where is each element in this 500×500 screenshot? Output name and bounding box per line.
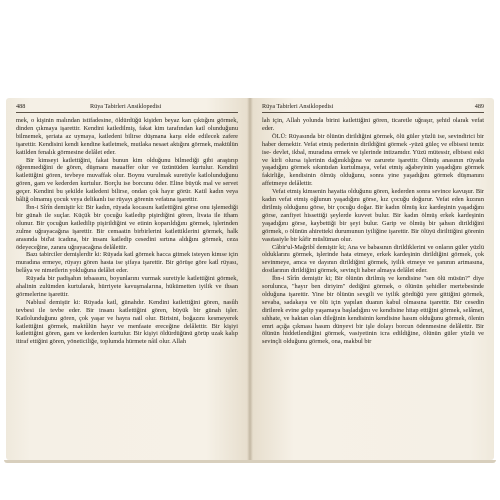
paragraph: Vefat etmiş kimsenin hayatta olduğunu gören, kederden sonra sevince kavuşur. Bir kadın vefat etmiş oğlunun yaşadığını görse, kız çocuğu doğurur. Vefat eden kızının dirilmiş olduğunu görse, bir çocuğu doğar. Bir kadın ölmüş kız kardeşinin yaşadığını görse, zanfiyet hissettiği şeylerde kuvvet bulur. Bir kadın ölmüş erkek kardeşinin yaşadığını görse, kaybettiği bir şeyi bulur. Garip ve ölmüş bir şahsın dirildiğini görmek, o ölünün ahiretteki durumunun iyiliğine işarettir. Bir ölüyü dirilttiğini görenin vasıtasiyle bir kâfir müslüman olur.: [262, 188, 484, 243]
paragraph: Câbir'ul-Mağribî demiştir ki; Ana ve babasının dirildiklerini ve onların güler yüzlü olduklarını görmek, işlerinde hata etmeye, erkek kardeşinin dirildiğini görmek, çok sevinmeye, amca ve dayının dirildiğini görmek, iyilik etmeye ve şanının artmasına, dostlarının dirildiğini görmek, sevinçli haber almaya delâlet eder.: [262, 243, 484, 275]
paragraph: İbn-i Sîrîn demiştir ki: Bir kadın, rüyada kocasını katlettiğini görse onu işlemediği bir günah ile suçlar. Küçük bir çocuğu katledip pişirdiğini gören, livata ile itham olunur. Bir çocuğun katledilip pişirildiğini ve etinin koparıldığını görmek, işlerinden zulme uğrayacağına işarettir. Bir cemaatin birbirlerini katlettiklerini görmek, halk arasında bid'at icadına, bir insanı katledip cesedini sırtına aldığını görmek, ceza ödeyeceğine, zarara uğrayacağına delâlettir.: [16, 203, 238, 251]
left-page-number: 488: [16, 103, 26, 110]
left-running-head: [16, 103, 238, 113]
right-running-head: [262, 103, 484, 113]
left-running-title: Rüya Tabirleri Ansiklopedisi: [89, 103, 162, 110]
left-page-body: [16, 117, 238, 346]
paragraph: mek, o kişinin malından istifadesine, öldürdüğü kişiden beyaz kan çıktığını görmek, dinden çıkmaya işarettir. Kendini katledilmiş, fakat kim tarafından katl olunduğunu bilmemek, şeriata az uymaya, katledeni bilirse düşmana karşı elde edilecek zafere işarettir. Kendisini kendi kendine katletmek, mutlaka nesaet aktığını görmek, maktülün katilden fenalık görmesine delâlet eder.: [16, 117, 238, 156]
paragraph: Nablusî demiştir ki: Rüyada katl, günahdır. Kendini katlettiğini gören, nasûh tevbesi ile tevbe eder. Bir insanı katlettiğini gören, büyük bir günah işler. Katlolunduğunu gören, çok yaşar ve hayra nail olur. Birisini, boğazını kesmeyerek katlettiğini görmek, maktûlün hayır ve menfaate ereceğine delâlettir. Bir kişiyi katlettiğini gören, gam ve kederden kurtulur. Bir kişiyi öldürdüğünü görüp uzak kalıp itiraf ettiğini gören, yöneticiliğe, toplumda hürmete nâil olur. Allah: [16, 298, 238, 346]
right-page-body: [262, 117, 484, 346]
paragraph: Bazı tabirciler demişlerdir ki: Rüyada katl görmek hacca gitmek isteyen kimse için muradına ermeye, rüyayı gören hasta ise şifaya işarettir. Bir görüşe göre katl rüyası, belâya ve nimetlerin yokluğuna delâlet eder.: [16, 251, 238, 275]
paragraph: İbn-i Sîrîn demiştir ki; Bir ölünün dirilmiş ve kendisine "sen ölü müsün?" diye sorulunca, "hayır ben diriyim" dediğini görmek, o ölünün şehidler mertebesinde olduğuna işarettir. Yine bir ölünün sevgili ve iyilik gördüğü yere gittiğini görmek, sevaba, sadakaya ve ölü için yapılan duanın kabul olmasına işarettir. Bir cesedin dirilerek evine gelip yaşamaya başladığını ve kendisine hitap ettiğini görmek, selâmet, sıhhate, ve haktan olan dileğinin kendisinin kendisine hasım olduğunu görmek, ölenin emri açığa çıkması hasım dünyevi bir işle dolayı borcun ödenmesine delâlettir. Bir ölünün hiddetlendiğini görmek, vasiyetinin icra edildiğine, ölünün güler yüzlü ve sevinçli olduğunu görmek, ona, makbul bir: [262, 275, 484, 346]
paragraph: Bir kimseyi katlettiğini, fakat bunun kim olduğunu bilmediği gibi araştırıp öğrenmediğini de gören, düşmanı mauaffer olur ve üzüntüden kurtulur. Kendini katlettiğini gören, tevbeye muvaffak olur. Boynu vurulmak suretiyle katlolunduğunu gören, gam ve kederden kurtulur. Borçlu ise borcunu öder. Eline büyük mal ve servet geçer. Kendini bu şekilde katledeni bilirse, ondan çok hayır görür. Katil kadın veya bâliğ olmamış çocuk veya delikanlı ise rüyayı görenin vefatına işarettir.: [16, 156, 238, 204]
book-spine: [247, 98, 253, 460]
paragraph: lah için, Allah yolunda birini katlettiğini gören, ticaretle uğraşır, şehid olarak vefat eder.: [262, 117, 484, 132]
right-page-number: 489: [474, 103, 484, 110]
paragraph: Rüyada bir padişahın tebaasını, boyunlarını vurmak suretiyle katlettiğini görmek, ahalinin zulümden kurtularak, hürriyete kavuşmalarına, hükümetten iyilik ve ihsan görmelerine işarettir.: [16, 275, 238, 298]
paragraph: ÖLÜ: Rüyasında bir ölünün dirildiğini görmek, ölü güler yüzlü ise, sevindirici bir haber demektir. Vefat etmiş pederinin dirildiğini görmek -yüzü güleç ve elbisesi temiz ise- devlet, ikbal, muradına ermek ve işlerinde intizamdır. Yüzü mütessir, elbisesi eski ve kirli olursa işlerinin dağınıklığına ve zarurete işarettir. Ölmüş anasının rüyada yaşadığını görmek sıkıntıdan kurtulmaya, vefat etmiş ağabeyinin yaşadığını görmek fakirliğe, kendisinin ölmüş olduğunu, sonra yine yaşadığını görmek düşmanını affetmeye delâlettir.: [262, 132, 484, 188]
left-page: [6, 98, 250, 460]
right-page: [250, 98, 494, 460]
page-edge: [4, 460, 496, 463]
right-running-title: Rüya Tabirleri Ansiklopedisi: [262, 103, 334, 110]
